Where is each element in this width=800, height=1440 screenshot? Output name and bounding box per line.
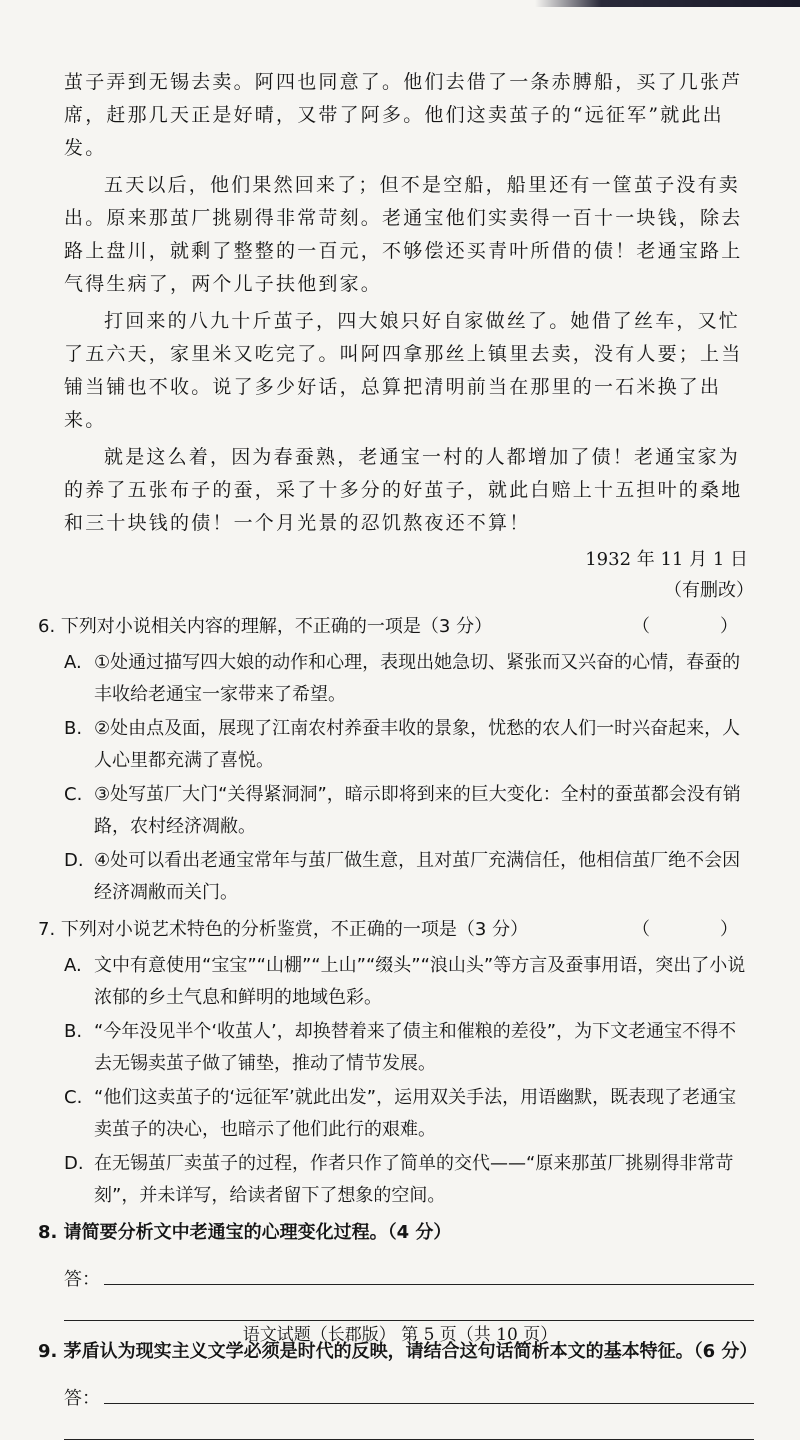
page-footer: 语文试题（长郡版） 第 5 页（共 10 页） [242, 1325, 558, 1345]
question-7-option-c[interactable]: C. “他们这卖茧子的‘远征军’就此出发”，运用双关手法，用语幽默，既表现了老通宝卖茧子的决心，也暗示了他们此行的艰难。 [64, 1087, 737, 1140]
question-8-answer-line-1[interactable] [104, 1283, 754, 1285]
passage-paragraph-1: 茧子弄到无锡去卖。阿四也同意了。他们去借了一条赤膊船，买了几张芦席，赶那几天正是好晴，又带了阿多。他们这卖茧子的“远征军”就此出发。 [64, 71, 743, 159]
exam-page [38, 66, 764, 1440]
question-7-option-b[interactable]: B. “今年没见半个‘收茧人’，却换替着来了债主和催粮的差役”，为下文老通宝不得不去无锡卖茧子做了铺垫，推动了情节发展。 [64, 1021, 737, 1074]
passage-date: 1932 年 11 月 1 日 [585, 549, 748, 570]
question-6-option-c[interactable]: C. ③处写茧厂大门“关得紧洞洞”，暗示即将到来的巨大变化：全村的蚕茧都会没有销路，农村经济凋敝。 [64, 784, 741, 837]
question-8-answer-area[interactable] [64, 1255, 754, 1291]
question-7-answer-paren[interactable]: （ ） [632, 919, 764, 940]
passage-paragraph-3: 打回来的八九十斤茧子，四大娘只好自家做丝了。她借了丝车，又忙了五六天，家里米又吃完了。叫阿四拿那丝上镇里去卖，没有人要；上当铺当铺也不收。说了多少好话，总算把清明前当在那里的一石米换了出来。 [64, 310, 743, 431]
question-9-stem: 9. 茅盾认为现实主义文学必须是时代的反映，请结合这句话简析本文的基本特征。（6 分） [38, 1341, 758, 1362]
question-6-option-b[interactable]: B. ②处由点及面，展现了江南农村养蚕丰收的景象，忧愁的农人们一时兴奋起来，人人心里都充满了喜悦。 [64, 718, 741, 771]
question-6-option-a[interactable]: A. ①处通过描写四大娘的动作和心理，表现出她急切、紧张而又兴奋的心情，春蚕的丰收给老通宝一家带来了希望。 [64, 652, 741, 705]
question-7-option-d[interactable]: D. 在无锡茧厂卖茧子的过程，作者只作了简单的交代——“原来那茧厂挑剔得非常苛刻”，并未详写，给读者留下了想象的空间。 [64, 1153, 734, 1206]
question-8 [38, 1216, 754, 1321]
question-7-stem-text: 7. 下列对小说艺术特色的分析鉴赏，不正确的一项是（3 分） [38, 919, 529, 940]
question-9-answer-area[interactable] [64, 1374, 754, 1410]
question-6-answer-paren[interactable]: （ ） [632, 616, 764, 637]
question-6-option-d[interactable]: D. ④处可以看出老通宝常年与茧厂做生意，且对茧厂充满信任，他相信茧厂绝不会因经济凋敝而关门。 [64, 850, 741, 903]
question-6-stem-text: 6. 下列对小说相关内容的理解，不正确的一项是（3 分） [38, 616, 493, 637]
passage-paragraph-4: 就是这么着，因为春蚕熟，老通宝一村的人都增加了债！老通宝家为的养了五张布子的蚕，采了十多分的好茧子，就此白赔上十五担叶的桑地和三十块钱的债！一个月光景的忍饥熬夜还不算！ [64, 446, 743, 534]
passage-paragraph-2: 五天以后，他们果然回来了；但不是空船，船里还有一筐茧子没有卖出。原来那茧厂挑剔得非常苛刻。老通宝他们实卖得一百十一块钱，除去路上盘川，就剩了整整的一百元，不够偿还买青叶所借的债！老通宝路上气得生病了，两个儿子扶他到家。 [64, 174, 743, 295]
passage-edit-note: （有删改） [664, 580, 754, 601]
question-9 [38, 1335, 758, 1440]
question-7-stem [38, 913, 764, 946]
question-7-option-a[interactable]: A. 文中有意使用“宝宝”“山棚”“上山”“缀头”“浪山头”等方言及蚕事用语，突出了小说浓郁的乡土气息和鲜明的地域色彩。 [64, 955, 746, 1008]
scan-edge-mark [535, 0, 800, 7]
question-6 [38, 610, 764, 909]
question-8-stem: 8. 请简要分析文中老通宝的心理变化过程。（4 分） [38, 1222, 452, 1243]
question-9-answer-line-1[interactable] [104, 1402, 754, 1404]
question-8-answer-label: 答： [64, 1269, 100, 1290]
question-6-stem [38, 610, 764, 643]
question-7 [38, 913, 764, 1212]
question-9-answer-label: 答： [64, 1388, 100, 1409]
